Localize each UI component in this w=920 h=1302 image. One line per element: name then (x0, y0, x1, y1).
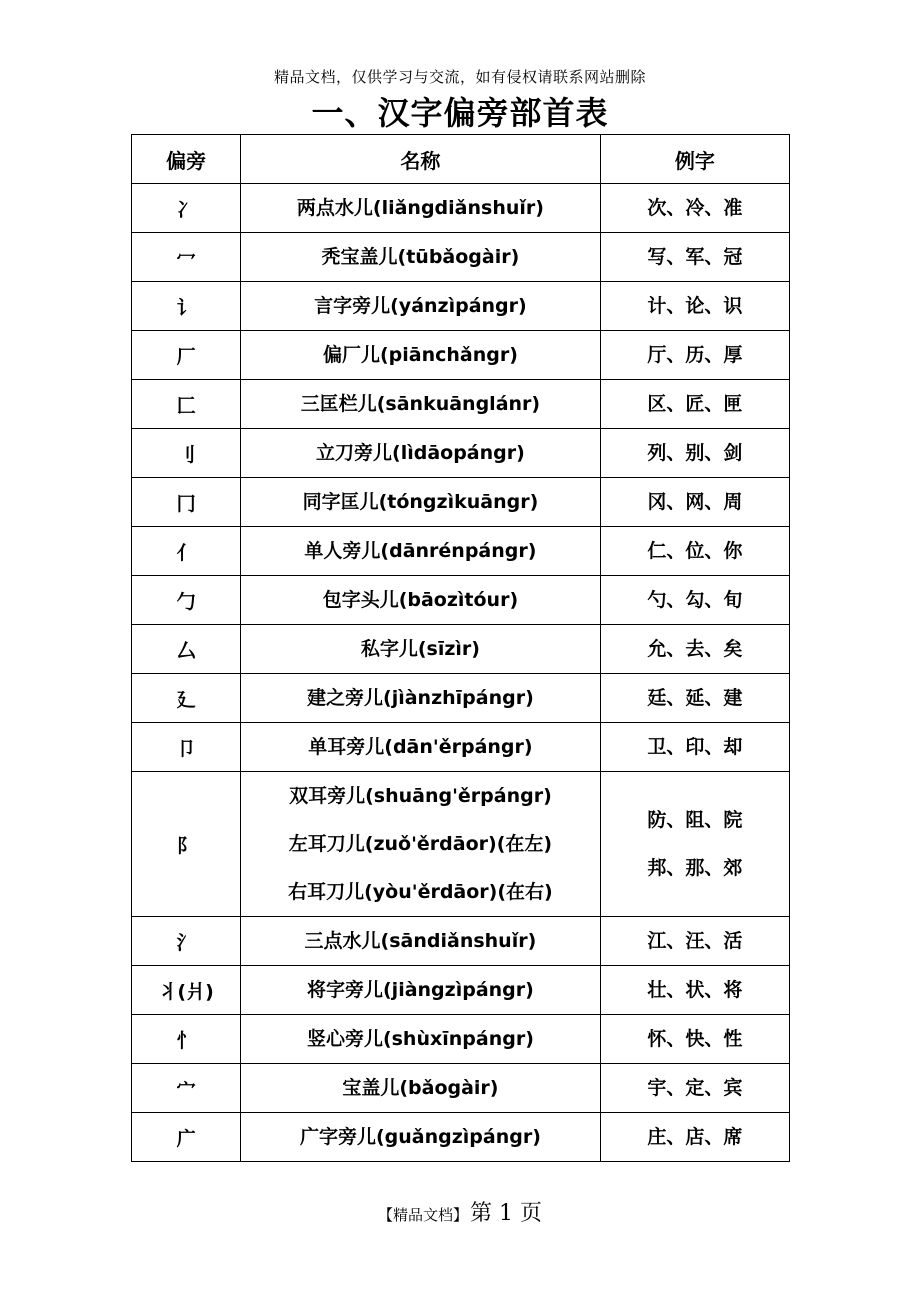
column-header-examples: 例字 (600, 135, 789, 184)
radical-name: 单耳旁儿(dān'ěrpángr) (308, 736, 533, 758)
table-row (132, 1064, 790, 1113)
example-characters: 计、论、识 (647, 295, 743, 317)
name-cell (241, 772, 601, 917)
name-cell (241, 527, 601, 576)
radical-name: 包字头儿(bāozìtóur) (322, 589, 519, 611)
table-row (132, 723, 790, 772)
name-cell (241, 723, 601, 772)
radical-name: 三点水儿(sāndiǎnshuǐr) (304, 930, 537, 952)
example-characters: 允、去、矣 (647, 638, 743, 660)
name-cell (241, 966, 601, 1015)
example-characters: 仁、位、你 (647, 540, 743, 562)
examples-cell (600, 674, 789, 723)
name-cell (241, 282, 601, 331)
radical-cell: 阝 (132, 772, 241, 917)
name-cell (241, 380, 601, 429)
examples-cell (600, 772, 789, 917)
radical-cell: 冖 (132, 233, 241, 282)
table-header-row (132, 135, 790, 184)
name-cell (241, 625, 601, 674)
table-row (132, 233, 790, 282)
name-cell (241, 331, 601, 380)
radical-cell: 冂 (132, 478, 241, 527)
page-title: 一、汉字偏旁部首表 (311, 94, 609, 132)
example-characters: 次、冷、准 (647, 197, 743, 219)
examples-cell (600, 429, 789, 478)
table-body (132, 184, 790, 1162)
example-characters: 壮、状、将 (647, 979, 743, 1001)
examples-cell (600, 966, 789, 1015)
table-row (132, 380, 790, 429)
examples-cell (600, 625, 789, 674)
radical-name: 偏厂儿(piānchǎngr) (322, 344, 518, 366)
radical-name: 言字旁儿(yánzìpángr) (314, 295, 527, 317)
example-characters: 宇、定、宾 (647, 1077, 743, 1099)
name-cell (241, 674, 601, 723)
column-header-name: 名称 (241, 135, 601, 184)
radical-name: 广字旁儿(guǎngzìpángr) (299, 1126, 541, 1148)
examples-cell (600, 1015, 789, 1064)
page-number: 第 1 页 (470, 1201, 542, 1226)
table-row (132, 674, 790, 723)
radical-cell: 勹 (132, 576, 241, 625)
radical-cell: 广 (132, 1113, 241, 1162)
name-cell (241, 184, 601, 233)
column-header-radical: 偏旁 (132, 135, 241, 184)
radicals-table (131, 134, 790, 1162)
radical-cell: 讠 (132, 282, 241, 331)
name-cell (241, 1064, 601, 1113)
table-row (132, 184, 790, 233)
name-cell (241, 233, 601, 282)
radical-name: 同字匡儿(tóngzìkuāngr) (302, 491, 539, 513)
example-characters: 怀、快、性 (647, 1028, 743, 1050)
example-characters: 卫、印、却 (647, 736, 743, 758)
table-row (132, 576, 790, 625)
radical-name: 两点水儿(liǎngdiǎnshuǐr) (296, 197, 544, 219)
table-row (132, 772, 790, 917)
radical-cell: 匚 (132, 380, 241, 429)
radical-name: 将字旁儿(jiàngzìpángr) (307, 979, 534, 1001)
example-characters: 廷、延、建 (647, 687, 743, 709)
radical-cell: 忄 (132, 1015, 241, 1064)
page-footer (0, 1196, 920, 1227)
radical-cell: 丬(爿) (132, 966, 241, 1015)
example-characters: 冈、网、周 (647, 491, 743, 513)
table-row (132, 478, 790, 527)
examples-cell (600, 917, 789, 966)
examples-cell (600, 723, 789, 772)
example-characters: 江、汪、活 (647, 930, 743, 952)
examples-cell (600, 282, 789, 331)
footer-label: 【精品文档】 (378, 1206, 469, 1224)
examples-cell (600, 380, 789, 429)
radical-cell: 刂 (132, 429, 241, 478)
radical-cell: 宀 (132, 1064, 241, 1113)
radical-name: 立刀旁儿(lìdāopángr) (316, 442, 525, 464)
examples-cell (600, 478, 789, 527)
table-row (132, 917, 790, 966)
radical-name: 秃宝盖儿(tūbǎogàir) (321, 246, 520, 268)
example-characters: 写、军、冠 (647, 246, 743, 268)
radical-name: 双耳旁儿(shuāng'ěrpángr) (289, 785, 552, 807)
radical-cell: 亻 (132, 527, 241, 576)
examples-cell (600, 1113, 789, 1162)
examples-cell (600, 576, 789, 625)
name-cell (241, 1113, 601, 1162)
radical-name: 竖心旁儿(shùxīnpángr) (306, 1028, 534, 1050)
radical-cell: 厶 (132, 625, 241, 674)
radical-cell: 氵 (132, 917, 241, 966)
table-row (132, 625, 790, 674)
examples-cell (600, 184, 789, 233)
examples-cell (600, 331, 789, 380)
example-characters: 区、匠、匣 (647, 393, 743, 415)
table-row (132, 966, 790, 1015)
examples-cell (600, 233, 789, 282)
example-characters: 列、别、剑 (647, 442, 743, 464)
radical-name: 建之旁儿(jìànzhīpángr) (307, 687, 534, 709)
name-cell (241, 1015, 601, 1064)
example-characters: 庄、店、席 (647, 1126, 743, 1148)
table-row (132, 282, 790, 331)
example-characters: 防、阻、院 (647, 809, 743, 831)
radical-name: 三匡栏儿(sānkuānglánr) (300, 393, 541, 415)
example-characters: 邦、那、郊 (647, 857, 743, 879)
name-cell (241, 429, 601, 478)
radical-cell: 冫 (132, 184, 241, 233)
radical-cell: 卩 (132, 723, 241, 772)
radical-cell: 厂 (132, 331, 241, 380)
radical-name: 单人旁儿(dānrénpángr) (304, 540, 537, 562)
name-cell (241, 478, 601, 527)
example-characters: 厅、历、厚 (647, 344, 743, 366)
table-row (132, 429, 790, 478)
name-cell (241, 917, 601, 966)
radical-name: 私字儿(sīzìr) (360, 638, 480, 660)
radical-cell: 廴 (132, 674, 241, 723)
table-row (132, 1015, 790, 1064)
table-row (132, 331, 790, 380)
examples-cell (600, 1064, 789, 1113)
radical-name: 宝盖儿(bǎogàir) (342, 1077, 499, 1099)
table-row (132, 527, 790, 576)
radical-name: 右耳刀儿(yòu'ěrdāor)(在右) (288, 881, 553, 903)
example-characters: 勺、勾、旬 (647, 589, 743, 611)
name-cell (241, 576, 601, 625)
watermark-text: 精品文档，仅供学习与交流，如有侵权请联系网站删除 (273, 68, 646, 86)
radical-name: 左耳刀儿(zuǒ'ěrdāor)(在左) (288, 833, 553, 855)
table-row (132, 1113, 790, 1162)
examples-cell (600, 527, 789, 576)
